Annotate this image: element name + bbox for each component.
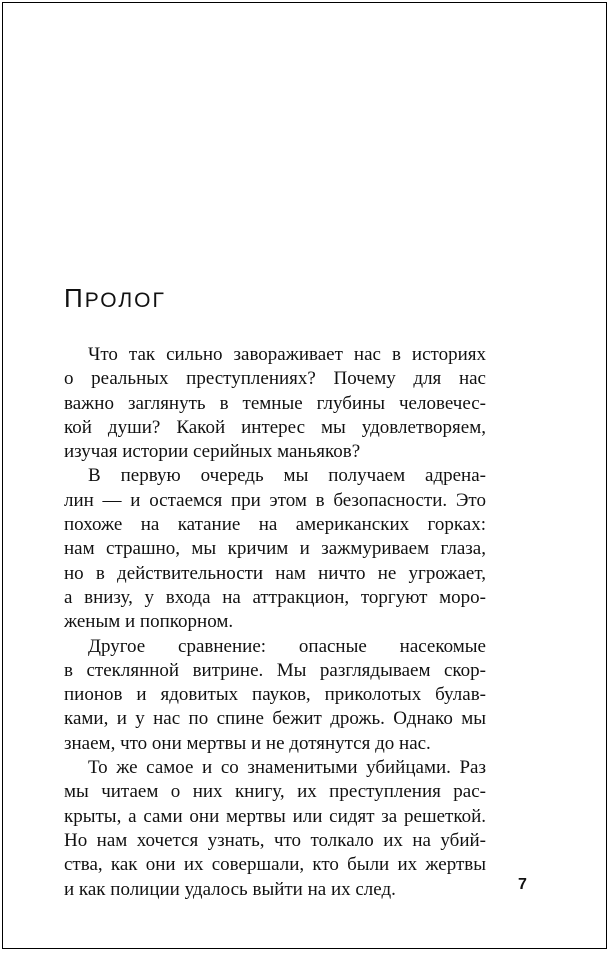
text-line: мы читаем о них книгу, их преступления рас- [64,781,486,803]
text-line: ства, как они их совершали, кто были их жертвы [64,854,486,876]
text-line: женым и попкорном. [64,611,234,633]
text-line: лин — и остаемся при этом в безопасности. Это [64,489,486,511]
text-line: и как полиции удалось выйти на их след. [64,878,396,900]
chapter-title-initial: П [64,283,85,313]
text-line: Но нам хочется узнать, что толкало их на убий- [64,829,486,851]
text-line: но в действительности нам ничто не угрожает, [64,562,486,584]
text-line: крыты, а сами они мертвы или сидят за решеткой. [64,805,486,827]
text-line: о реальных преступлениях? Почему для нас [64,368,486,390]
text-line: В первую очередь мы получаем адрена- [88,465,486,487]
text-line: а внизу, у входа на аттракцион, торгуют моро- [64,586,486,608]
text-line: пионов и ядовитых пауков, приколотых булав- [64,684,486,706]
text-line: изучая истории серийных маньяков? [64,441,361,463]
text-line: важно заглянуть в темные глубины человечес- [64,392,486,414]
text-line: кой души? Какой интерес мы удовлетворяем, [64,416,486,438]
text-line: Что так сильно завораживает нас в историях [88,344,486,365]
text-line: нам страшно, мы кричим и зажмуриваем глаза, [64,538,486,560]
text-line: Другое сравнение: опасные насекомые [88,635,486,657]
text-line: похоже на катание на американских горках: [64,514,486,536]
chapter-title [64,283,166,314]
chapter-title-rest: РОЛОГ [84,289,166,312]
text-line: знаем, что они мертвы и не дотянутся до нас. [64,732,431,754]
page-number: 7 [518,876,527,893]
text-line: в стеклянной витрине. Мы разглядываем скор- [64,659,486,681]
text-line: ками, и у нас по спине бежит дрожь. Однако мы [64,708,486,730]
text-line: То же самое и со знаменитыми убийцами. Раз [88,757,486,779]
body-text [64,343,486,902]
